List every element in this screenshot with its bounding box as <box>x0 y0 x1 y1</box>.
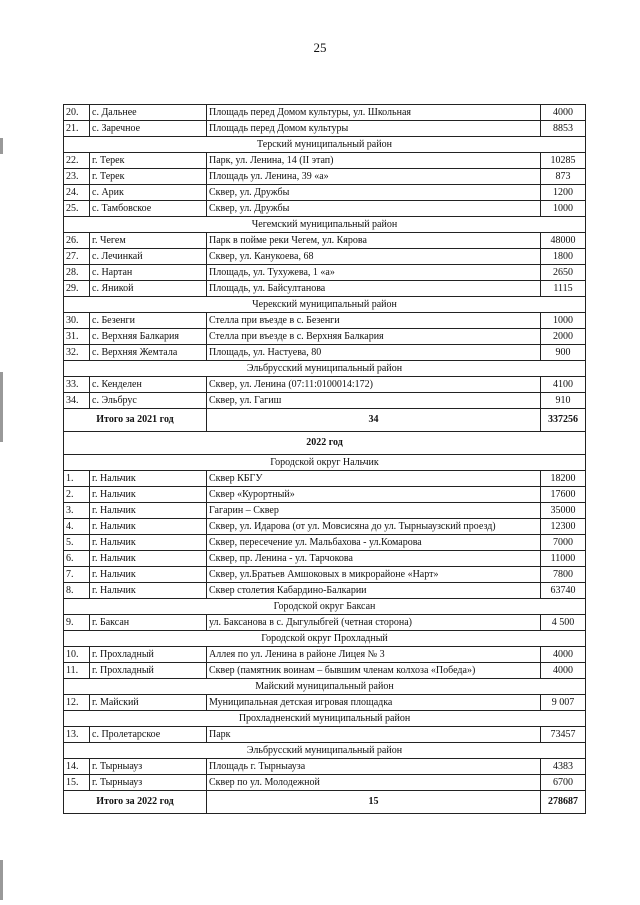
value-cell: 2650 <box>541 265 586 281</box>
object-cell: Площадь ул. Ленина, 39 «а» <box>207 169 541 185</box>
value-cell: 900 <box>541 345 586 361</box>
row-number: 34. <box>64 393 90 409</box>
table-row <box>64 233 586 249</box>
object-cell: Сквер, ул. Идарова (от ул. Мовсисяна до ул. Тырныаузский проезд) <box>207 519 541 535</box>
section-title: Городской округ Баксан <box>64 599 586 615</box>
value-cell: 8853 <box>541 121 586 137</box>
row-number: 11. <box>64 663 90 679</box>
table-row <box>64 727 586 743</box>
row-number: 8. <box>64 583 90 599</box>
table-row <box>64 551 586 567</box>
object-cell: Сквер КБГУ <box>207 471 541 487</box>
section-header-row <box>64 455 586 471</box>
row-number: 9. <box>64 615 90 631</box>
object-cell: Площадь перед Домом культуры, ул. Школьная <box>207 105 541 121</box>
object-cell: Аллея по ул. Ленина в районе Лицея № 3 <box>207 647 541 663</box>
row-number: 14. <box>64 759 90 775</box>
value-cell: 910 <box>541 393 586 409</box>
table-row <box>64 535 586 551</box>
margin-mark <box>0 138 3 154</box>
table-row <box>64 393 586 409</box>
object-cell: Сквер, ул. Дружбы <box>207 201 541 217</box>
row-number: 7. <box>64 567 90 583</box>
settlement-cell: с. Яникой <box>90 281 207 297</box>
value-cell: 10285 <box>541 153 586 169</box>
object-cell: Сквер по ул. Молодежной <box>207 775 541 791</box>
settlement-cell: г. Баксан <box>90 615 207 631</box>
object-cell: Площадь, ул. Настуева, 80 <box>207 345 541 361</box>
value-cell: 11000 <box>541 551 586 567</box>
row-number: 1. <box>64 471 90 487</box>
section-title: Эльбрусский муниципальный район <box>64 361 586 377</box>
table-row <box>64 105 586 121</box>
section-header-row <box>64 297 586 313</box>
object-cell: Сквер (памятник воинам – бывшим членам колхоза «Победа») <box>207 663 541 679</box>
value-cell: 9 007 <box>541 695 586 711</box>
settlement-cell: г. Нальчик <box>90 471 207 487</box>
row-number: 3. <box>64 503 90 519</box>
section-header-row <box>64 361 586 377</box>
row-number: 30. <box>64 313 90 329</box>
table-row <box>64 567 586 583</box>
table-row <box>64 583 586 599</box>
object-cell: Сквер «Курортный» <box>207 487 541 503</box>
row-number: 4. <box>64 519 90 535</box>
settlement-cell: г. Нальчик <box>90 519 207 535</box>
section-title: Черекский муниципальный район <box>64 297 586 313</box>
row-number: 12. <box>64 695 90 711</box>
settlement-cell: с. Тамбовское <box>90 201 207 217</box>
row-number: 22. <box>64 153 90 169</box>
object-cell: ул. Баксанова в с. Дыгулыбгей (четная сторона) <box>207 615 541 631</box>
value-cell: 4000 <box>541 105 586 121</box>
settlement-cell: г. Тырныауз <box>90 775 207 791</box>
object-cell: Сквер, ул. Дружбы <box>207 185 541 201</box>
total-label: Итого за 2022 год <box>64 791 207 814</box>
row-number: 27. <box>64 249 90 265</box>
object-cell: Стелла при въезде в с. Безенги <box>207 313 541 329</box>
value-cell: 2000 <box>541 329 586 345</box>
row-number: 5. <box>64 535 90 551</box>
table-row <box>64 281 586 297</box>
row-number: 6. <box>64 551 90 567</box>
section-header-row <box>64 137 586 153</box>
table-row <box>64 471 586 487</box>
settlement-cell: с. Эльбрус <box>90 393 207 409</box>
section-title: Эльбрусский муниципальный район <box>64 743 586 759</box>
settlement-cell: с. Пролетарское <box>90 727 207 743</box>
table-row <box>64 201 586 217</box>
total-count: 34 <box>207 409 541 432</box>
object-cell: Муниципальная детская игровая площадка <box>207 695 541 711</box>
table-row <box>64 121 586 137</box>
value-cell: 4100 <box>541 377 586 393</box>
settlement-cell: с. Арик <box>90 185 207 201</box>
table-row <box>64 377 586 393</box>
row-number: 15. <box>64 775 90 791</box>
table-row <box>64 663 586 679</box>
settlement-cell: г. Нальчик <box>90 503 207 519</box>
row-number: 21. <box>64 121 90 137</box>
section-header-row <box>64 743 586 759</box>
section-title: Терский муниципальный район <box>64 137 586 153</box>
value-cell: 7800 <box>541 567 586 583</box>
table-row <box>64 759 586 775</box>
value-cell: 873 <box>541 169 586 185</box>
table-row <box>64 329 586 345</box>
object-cell: Парк <box>207 727 541 743</box>
settlement-cell: г. Прохладный <box>90 663 207 679</box>
settlement-cell: с. Дальнее <box>90 105 207 121</box>
total-row <box>64 409 586 432</box>
section-title: Городской округ Нальчик <box>64 455 586 471</box>
object-cell: Сквер, пересечение ул. Мальбахова - ул.Комарова <box>207 535 541 551</box>
table-row <box>64 615 586 631</box>
table-row <box>64 487 586 503</box>
table-row <box>64 169 586 185</box>
settlement-cell: г. Нальчик <box>90 535 207 551</box>
total-label: Итого за 2021 год <box>64 409 207 432</box>
year-header-row <box>64 432 586 455</box>
settlement-cell: г. Майский <box>90 695 207 711</box>
value-cell: 4000 <box>541 663 586 679</box>
page-number: 25 <box>313 40 327 55</box>
landscaping-objects-table <box>63 104 586 814</box>
row-number: 23. <box>64 169 90 185</box>
settlement-cell: с. Нартан <box>90 265 207 281</box>
settlement-cell: г. Нальчик <box>90 567 207 583</box>
object-cell: Сквер, ул.Братьев Амшоковых в микрорайоне «Нарт» <box>207 567 541 583</box>
settlement-cell: г. Нальчик <box>90 551 207 567</box>
settlement-cell: с. Верхняя Балкария <box>90 329 207 345</box>
settlement-cell: с. Верхняя Жемтала <box>90 345 207 361</box>
object-cell: Площадь, ул. Тухужева, 1 «а» <box>207 265 541 281</box>
row-number: 24. <box>64 185 90 201</box>
row-number: 13. <box>64 727 90 743</box>
row-number: 32. <box>64 345 90 361</box>
value-cell: 1800 <box>541 249 586 265</box>
settlement-cell: г. Терек <box>90 153 207 169</box>
settlement-cell: г. Нальчик <box>90 583 207 599</box>
object-cell: Сквер, ул. Ленина (07:11:0100014:172) <box>207 377 541 393</box>
row-number: 31. <box>64 329 90 345</box>
value-cell: 17600 <box>541 487 586 503</box>
row-number: 29. <box>64 281 90 297</box>
settlement-cell: г. Чегем <box>90 233 207 249</box>
section-title: Чегемский муниципальный район <box>64 217 586 233</box>
row-number: 2. <box>64 487 90 503</box>
table-row <box>64 345 586 361</box>
settlement-cell: г. Прохладный <box>90 647 207 663</box>
object-cell: Сквер, ул. Гагиш <box>207 393 541 409</box>
object-cell: Площадь, ул. Байсултанова <box>207 281 541 297</box>
row-number: 20. <box>64 105 90 121</box>
object-cell: Сквер столетия Кабардино-Балкарии <box>207 583 541 599</box>
margin-mark <box>0 860 3 900</box>
object-cell: Площадь перед Домом культуры <box>207 121 541 137</box>
section-title: Майский муниципальный район <box>64 679 586 695</box>
settlement-cell: с. Кенделен <box>90 377 207 393</box>
value-cell: 48000 <box>541 233 586 249</box>
value-cell: 35000 <box>541 503 586 519</box>
object-cell: Парк, ул. Ленина, 14 (II этап) <box>207 153 541 169</box>
section-header-row <box>64 599 586 615</box>
object-cell: Гагарин – Сквер <box>207 503 541 519</box>
object-cell: Сквер, ул. Канукоева, 68 <box>207 249 541 265</box>
section-title: Городской округ Прохладный <box>64 631 586 647</box>
row-number: 25. <box>64 201 90 217</box>
margin-mark <box>0 372 3 442</box>
value-cell: 4383 <box>541 759 586 775</box>
total-value: 337256 <box>541 409 586 432</box>
object-cell: Парк в пойме реки Чегем, ул. Кярова <box>207 233 541 249</box>
total-value: 278687 <box>541 791 586 814</box>
value-cell: 6700 <box>541 775 586 791</box>
row-number: 33. <box>64 377 90 393</box>
value-cell: 73457 <box>541 727 586 743</box>
table-row <box>64 775 586 791</box>
table-row <box>64 695 586 711</box>
settlement-cell: г. Тырныауз <box>90 759 207 775</box>
settlement-cell: с. Лечинкай <box>90 249 207 265</box>
year-title: 2022 год <box>64 432 586 455</box>
row-number: 26. <box>64 233 90 249</box>
object-cell: Площадь г. Тырныауза <box>207 759 541 775</box>
value-cell: 1000 <box>541 201 586 217</box>
value-cell: 12300 <box>541 519 586 535</box>
section-title: Прохладненский муниципальный район <box>64 711 586 727</box>
table-row <box>64 313 586 329</box>
object-cell: Стелла при въезде в с. Верхняя Балкария <box>207 329 541 345</box>
value-cell: 4 500 <box>541 615 586 631</box>
settlement-cell: с. Безенги <box>90 313 207 329</box>
value-cell: 1000 <box>541 313 586 329</box>
section-header-row <box>64 679 586 695</box>
value-cell: 7000 <box>541 535 586 551</box>
table-row <box>64 265 586 281</box>
value-cell: 18200 <box>541 471 586 487</box>
section-header-row <box>64 217 586 233</box>
settlement-cell: г. Нальчик <box>90 487 207 503</box>
value-cell: 4000 <box>541 647 586 663</box>
table-row <box>64 647 586 663</box>
table-row <box>64 519 586 535</box>
table-row <box>64 185 586 201</box>
value-cell: 1115 <box>541 281 586 297</box>
total-count: 15 <box>207 791 541 814</box>
table-row <box>64 249 586 265</box>
table-row <box>64 503 586 519</box>
row-number: 28. <box>64 265 90 281</box>
settlement-cell: г. Терек <box>90 169 207 185</box>
table-row <box>64 153 586 169</box>
value-cell: 63740 <box>541 583 586 599</box>
total-row <box>64 791 586 814</box>
row-number: 10. <box>64 647 90 663</box>
section-header-row <box>64 631 586 647</box>
settlement-cell: с. Заречное <box>90 121 207 137</box>
object-cell: Сквер, пр. Ленина - ул. Тарчокова <box>207 551 541 567</box>
value-cell: 1200 <box>541 185 586 201</box>
section-header-row <box>64 711 586 727</box>
